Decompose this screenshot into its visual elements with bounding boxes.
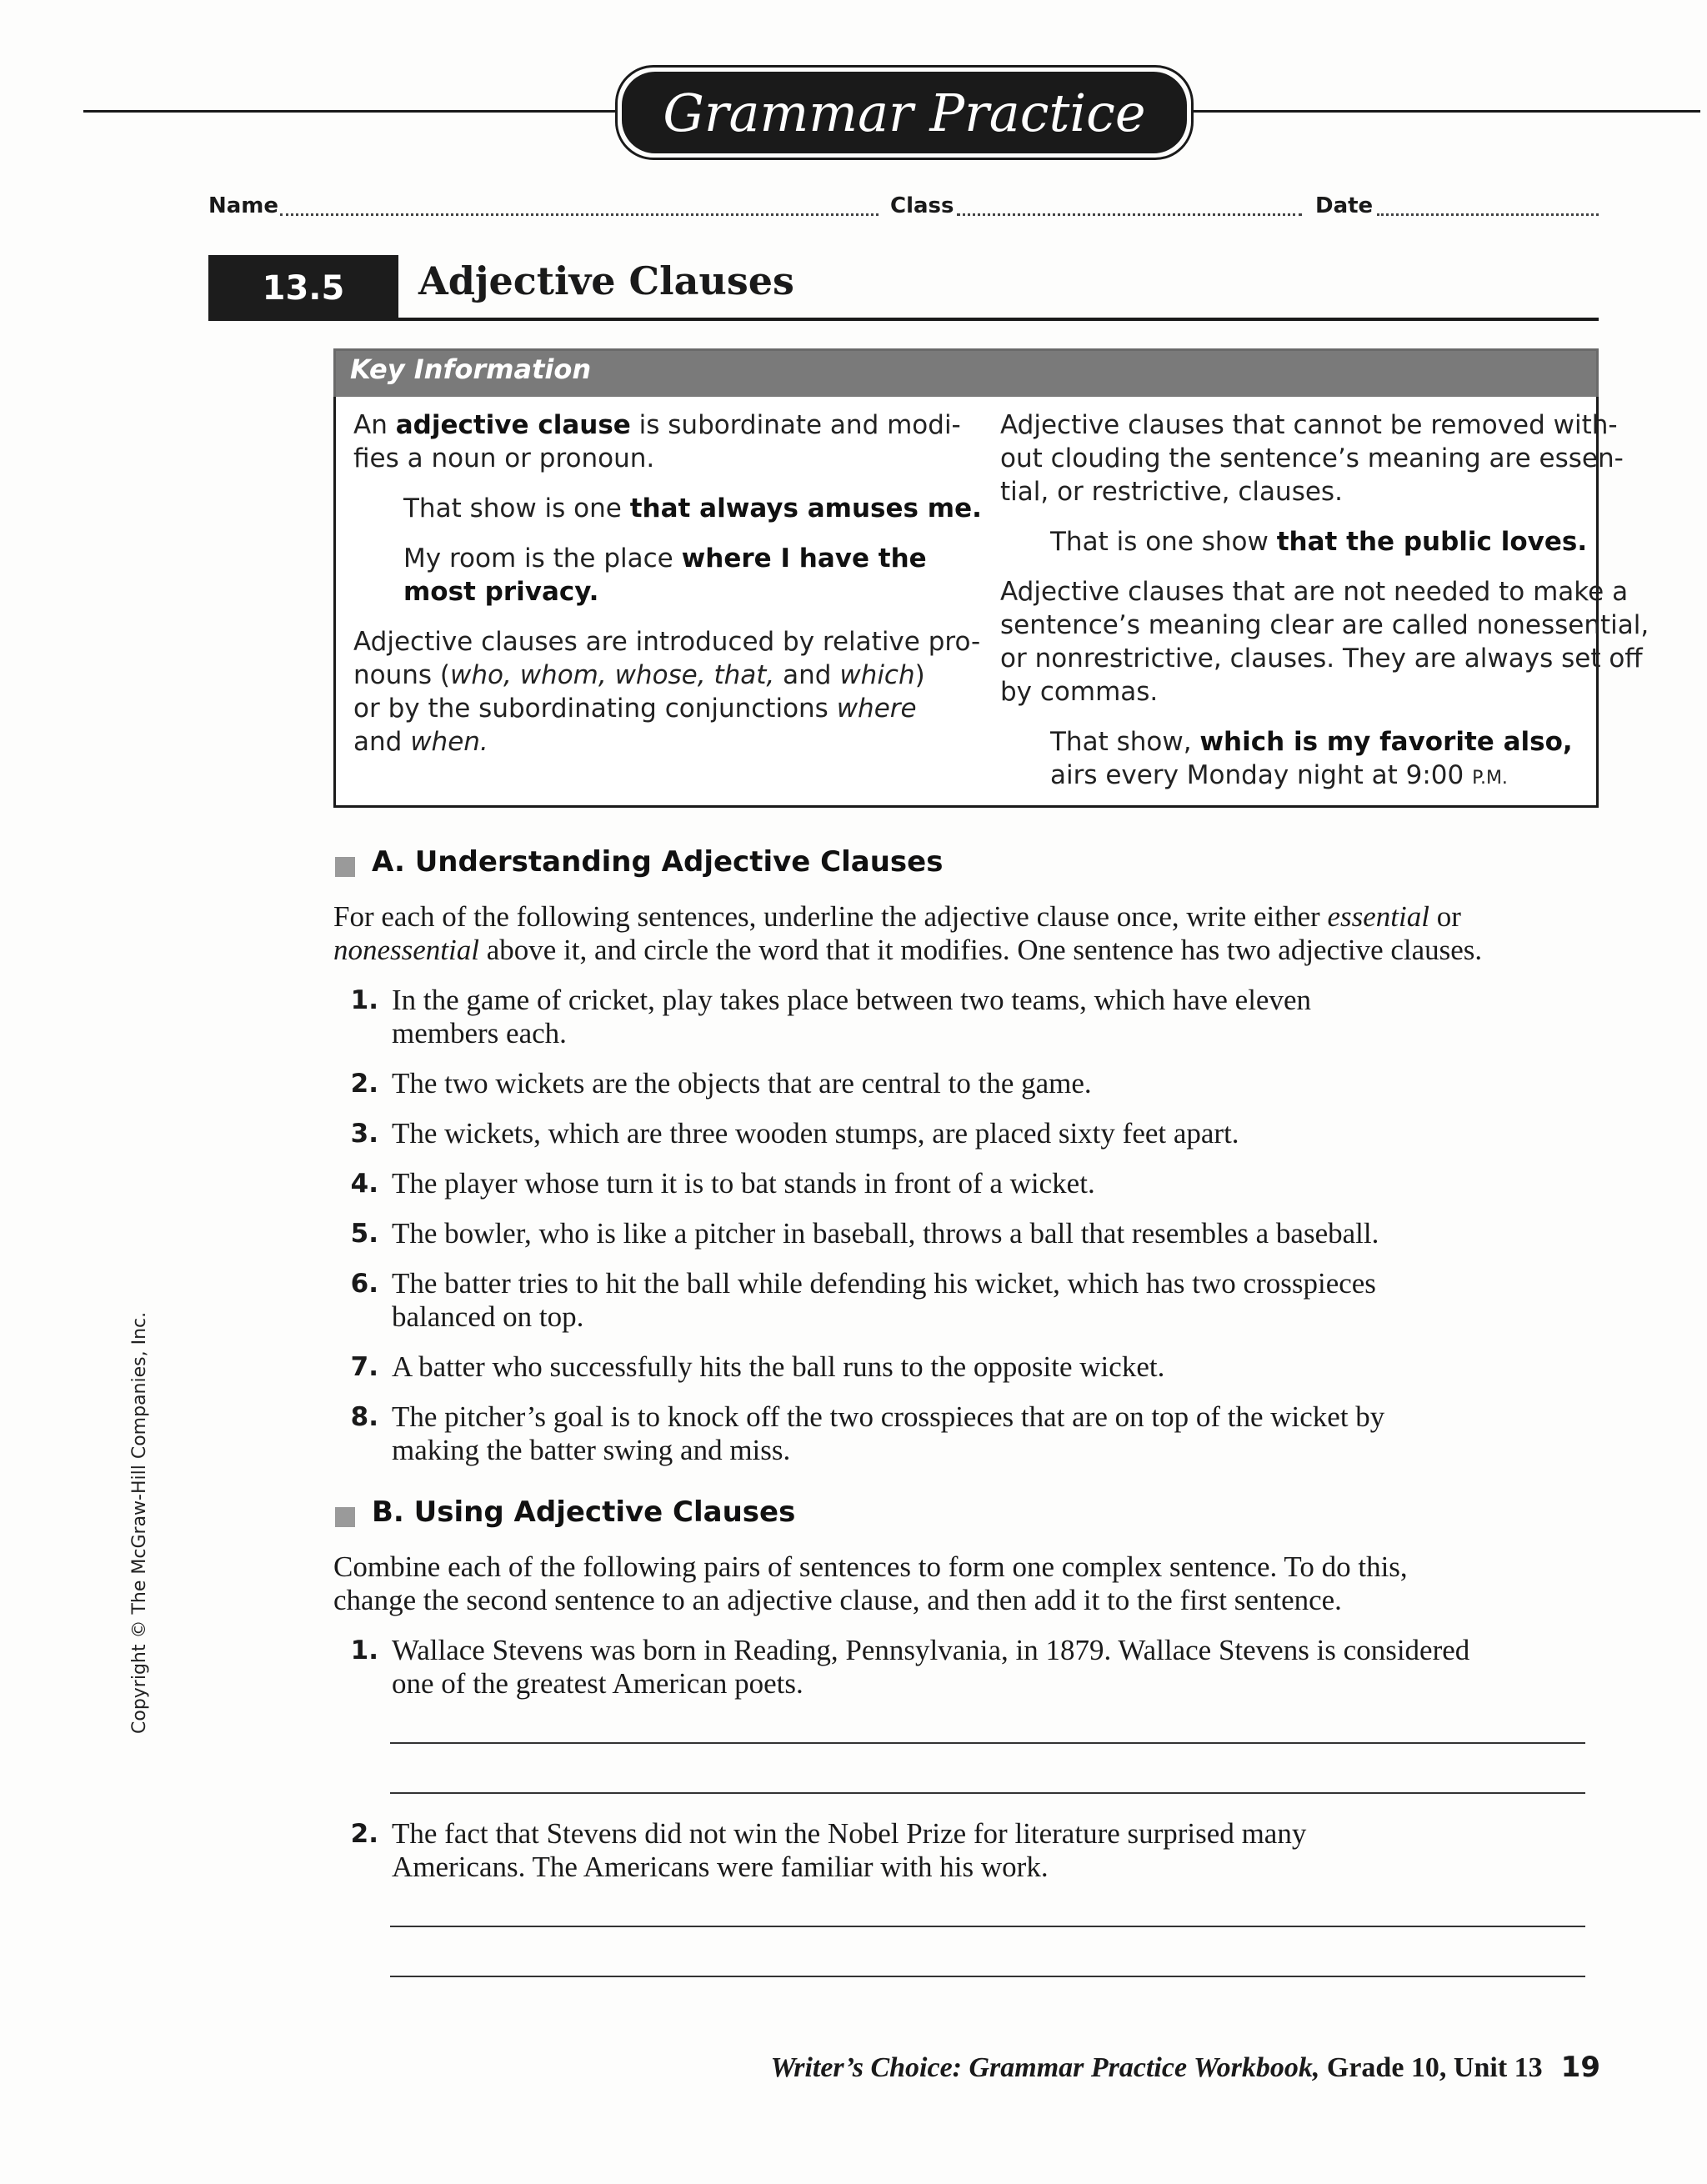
key-right-example-2: That show, which is my favorite also, xyxy=(1050,727,1573,757)
answer-line[interactable] xyxy=(390,1926,1585,1927)
key-right-para-2-line4: by commas. xyxy=(1000,677,1159,707)
section-b-title: B. Using Adjective Clauses xyxy=(372,1495,796,1529)
class-label: Class xyxy=(890,193,954,218)
header-rule-right xyxy=(1192,110,1700,113)
key-left-para-2-line3: or by the subordinating conjunctions where xyxy=(353,694,917,724)
key-left-para-2-line1: Adjective clauses are introduced by relative pro- xyxy=(353,627,981,657)
page-number: 19 xyxy=(1560,2051,1600,2084)
lesson-title: Adjective Clauses xyxy=(418,258,794,303)
b-item-text: Wallace Stevens was born in Reading, Pennsylvania, in 1879. Wallace Stevens is considered xyxy=(392,1634,1470,1666)
key-right-para-1-line1: Adjective clauses that cannot be removed with- xyxy=(1000,410,1618,440)
key-left-para-2-line2: nouns (who, whom, whose, that, and which) xyxy=(353,660,925,690)
b-item-text: The fact that Stevens did not win the Nobel Prize for literature surprised many xyxy=(392,1817,1307,1850)
key-right-para-2-line1: Adjective clauses that are not needed to make a xyxy=(1000,577,1629,607)
a-item-text: The pitcher’s goal is to knock off the two crosspieces that are on top of the wicket by xyxy=(392,1400,1385,1433)
section-a-title: A. Understanding Adjective Clauses xyxy=(372,845,944,879)
a-item-text: In the game of cricket, play takes place between two teams, which have eleven xyxy=(392,984,1311,1016)
b-item-text-cont: one of the greatest American poets. xyxy=(392,1667,803,1700)
date-label: Date xyxy=(1315,193,1374,218)
a-item-number: 7. xyxy=(350,1352,378,1382)
key-right-para-2-line3: or nonrestrictive, clauses. They are always set off xyxy=(1000,644,1643,674)
b-item-number: 1. xyxy=(350,1635,378,1666)
key-right-example-1: That is one show that the public loves. xyxy=(1050,527,1588,557)
a-item-text: The player whose turn it is to bat stands in front of a wicket. xyxy=(392,1167,1095,1200)
b-item-number: 2. xyxy=(350,1819,378,1849)
name-label: Name xyxy=(208,193,279,218)
answer-line[interactable] xyxy=(390,1792,1585,1794)
answer-line[interactable] xyxy=(390,1976,1585,1977)
key-left-example-2-line2: most privacy. xyxy=(403,577,599,607)
key-right-para-1-line2: out clouding the sentence’s meaning are essen- xyxy=(1000,443,1624,473)
name-field[interactable] xyxy=(280,213,879,216)
lesson-rule xyxy=(398,318,1599,321)
a-item-number: 8. xyxy=(350,1402,378,1432)
section-b-instructions-line2: change the second sentence to an adjective clause, and then add it to the first sentence. xyxy=(333,1584,1342,1616)
a-item-text: The bowler, who is like a pitcher in baseball, throws a ball that resembles a baseball. xyxy=(392,1217,1379,1250)
section-b-instructions-line1: Combine each of the following pairs of sentences to form one complex sentence. To do this, xyxy=(333,1550,1408,1583)
copyright-notice: Copyright © The McGraw-Hill Companies, Inc. xyxy=(129,1311,150,1734)
header-rule-left xyxy=(83,110,617,113)
key-information-heading: Key Information xyxy=(350,353,592,385)
a-item-number: 6. xyxy=(350,1269,378,1299)
date-field[interactable] xyxy=(1377,213,1599,216)
a-item-text-cont: making the batter swing and miss. xyxy=(392,1434,791,1466)
footer-grade-unit: Grade 10, Unit 13 xyxy=(1319,2052,1543,2083)
section-b-marker xyxy=(335,1507,355,1527)
b-item-text-cont: Americans. The Americans were familiar with his work. xyxy=(392,1851,1049,1883)
a-item-number: 1. xyxy=(350,985,378,1015)
a-item-text: The two wickets are the objects that are central to the game. xyxy=(392,1067,1092,1100)
a-item-text: The wickets, which are three wooden stumps, are placed sixty feet apart. xyxy=(392,1117,1239,1150)
a-item-number: 3. xyxy=(350,1119,378,1149)
answer-line[interactable] xyxy=(390,1742,1585,1744)
footer-book-title: Writer’s Choice: Grammar Practice Workbook, xyxy=(770,2052,1320,2083)
a-item-text-cont: balanced on top. xyxy=(392,1300,584,1333)
key-left-para-1: An adjective clause is subordinate and modi- xyxy=(353,410,961,440)
a-item-number: 2. xyxy=(350,1069,378,1099)
key-right-para-1-line3: tial, or restrictive, clauses. xyxy=(1000,477,1343,507)
a-item-text: A batter who successfully hits the ball runs to the opposite wicket. xyxy=(392,1350,1165,1383)
lesson-number: 13.5 xyxy=(208,255,398,321)
key-right-para-2-line2: sentence’s meaning clear are called nonessential, xyxy=(1000,610,1649,640)
key-left-example-2: My room is the place where I have the xyxy=(403,543,927,574)
key-left-example-1: That show is one that always amuses me. xyxy=(403,493,982,523)
section-a-instructions-line1: For each of the following sentences, underline the adjective clause once, write either essential or xyxy=(333,900,1461,933)
a-item-text: The batter tries to hit the ball while defending his wicket, which has two crosspieces xyxy=(392,1267,1376,1300)
banner xyxy=(622,72,1187,153)
a-item-number: 5. xyxy=(350,1219,378,1249)
banner-title: Grammar Practice xyxy=(663,82,1146,143)
a-item-number: 4. xyxy=(350,1169,378,1199)
section-a-instructions-line2: nonessential above it, and circle the word that it modifies. One sentence has two adjective clauses. xyxy=(333,934,1483,966)
section-a-marker xyxy=(335,857,355,877)
a-item-text-cont: members each. xyxy=(392,1017,567,1049)
key-right-example-2-line2: airs every Monday night at 9:00 P.M. xyxy=(1050,760,1508,790)
footer xyxy=(771,2051,1601,2084)
class-field[interactable] xyxy=(957,213,1302,216)
key-left-para-2-line4: and when. xyxy=(353,727,488,757)
key-left-para-1-line2: fies a noun or pronoun. xyxy=(353,443,655,473)
